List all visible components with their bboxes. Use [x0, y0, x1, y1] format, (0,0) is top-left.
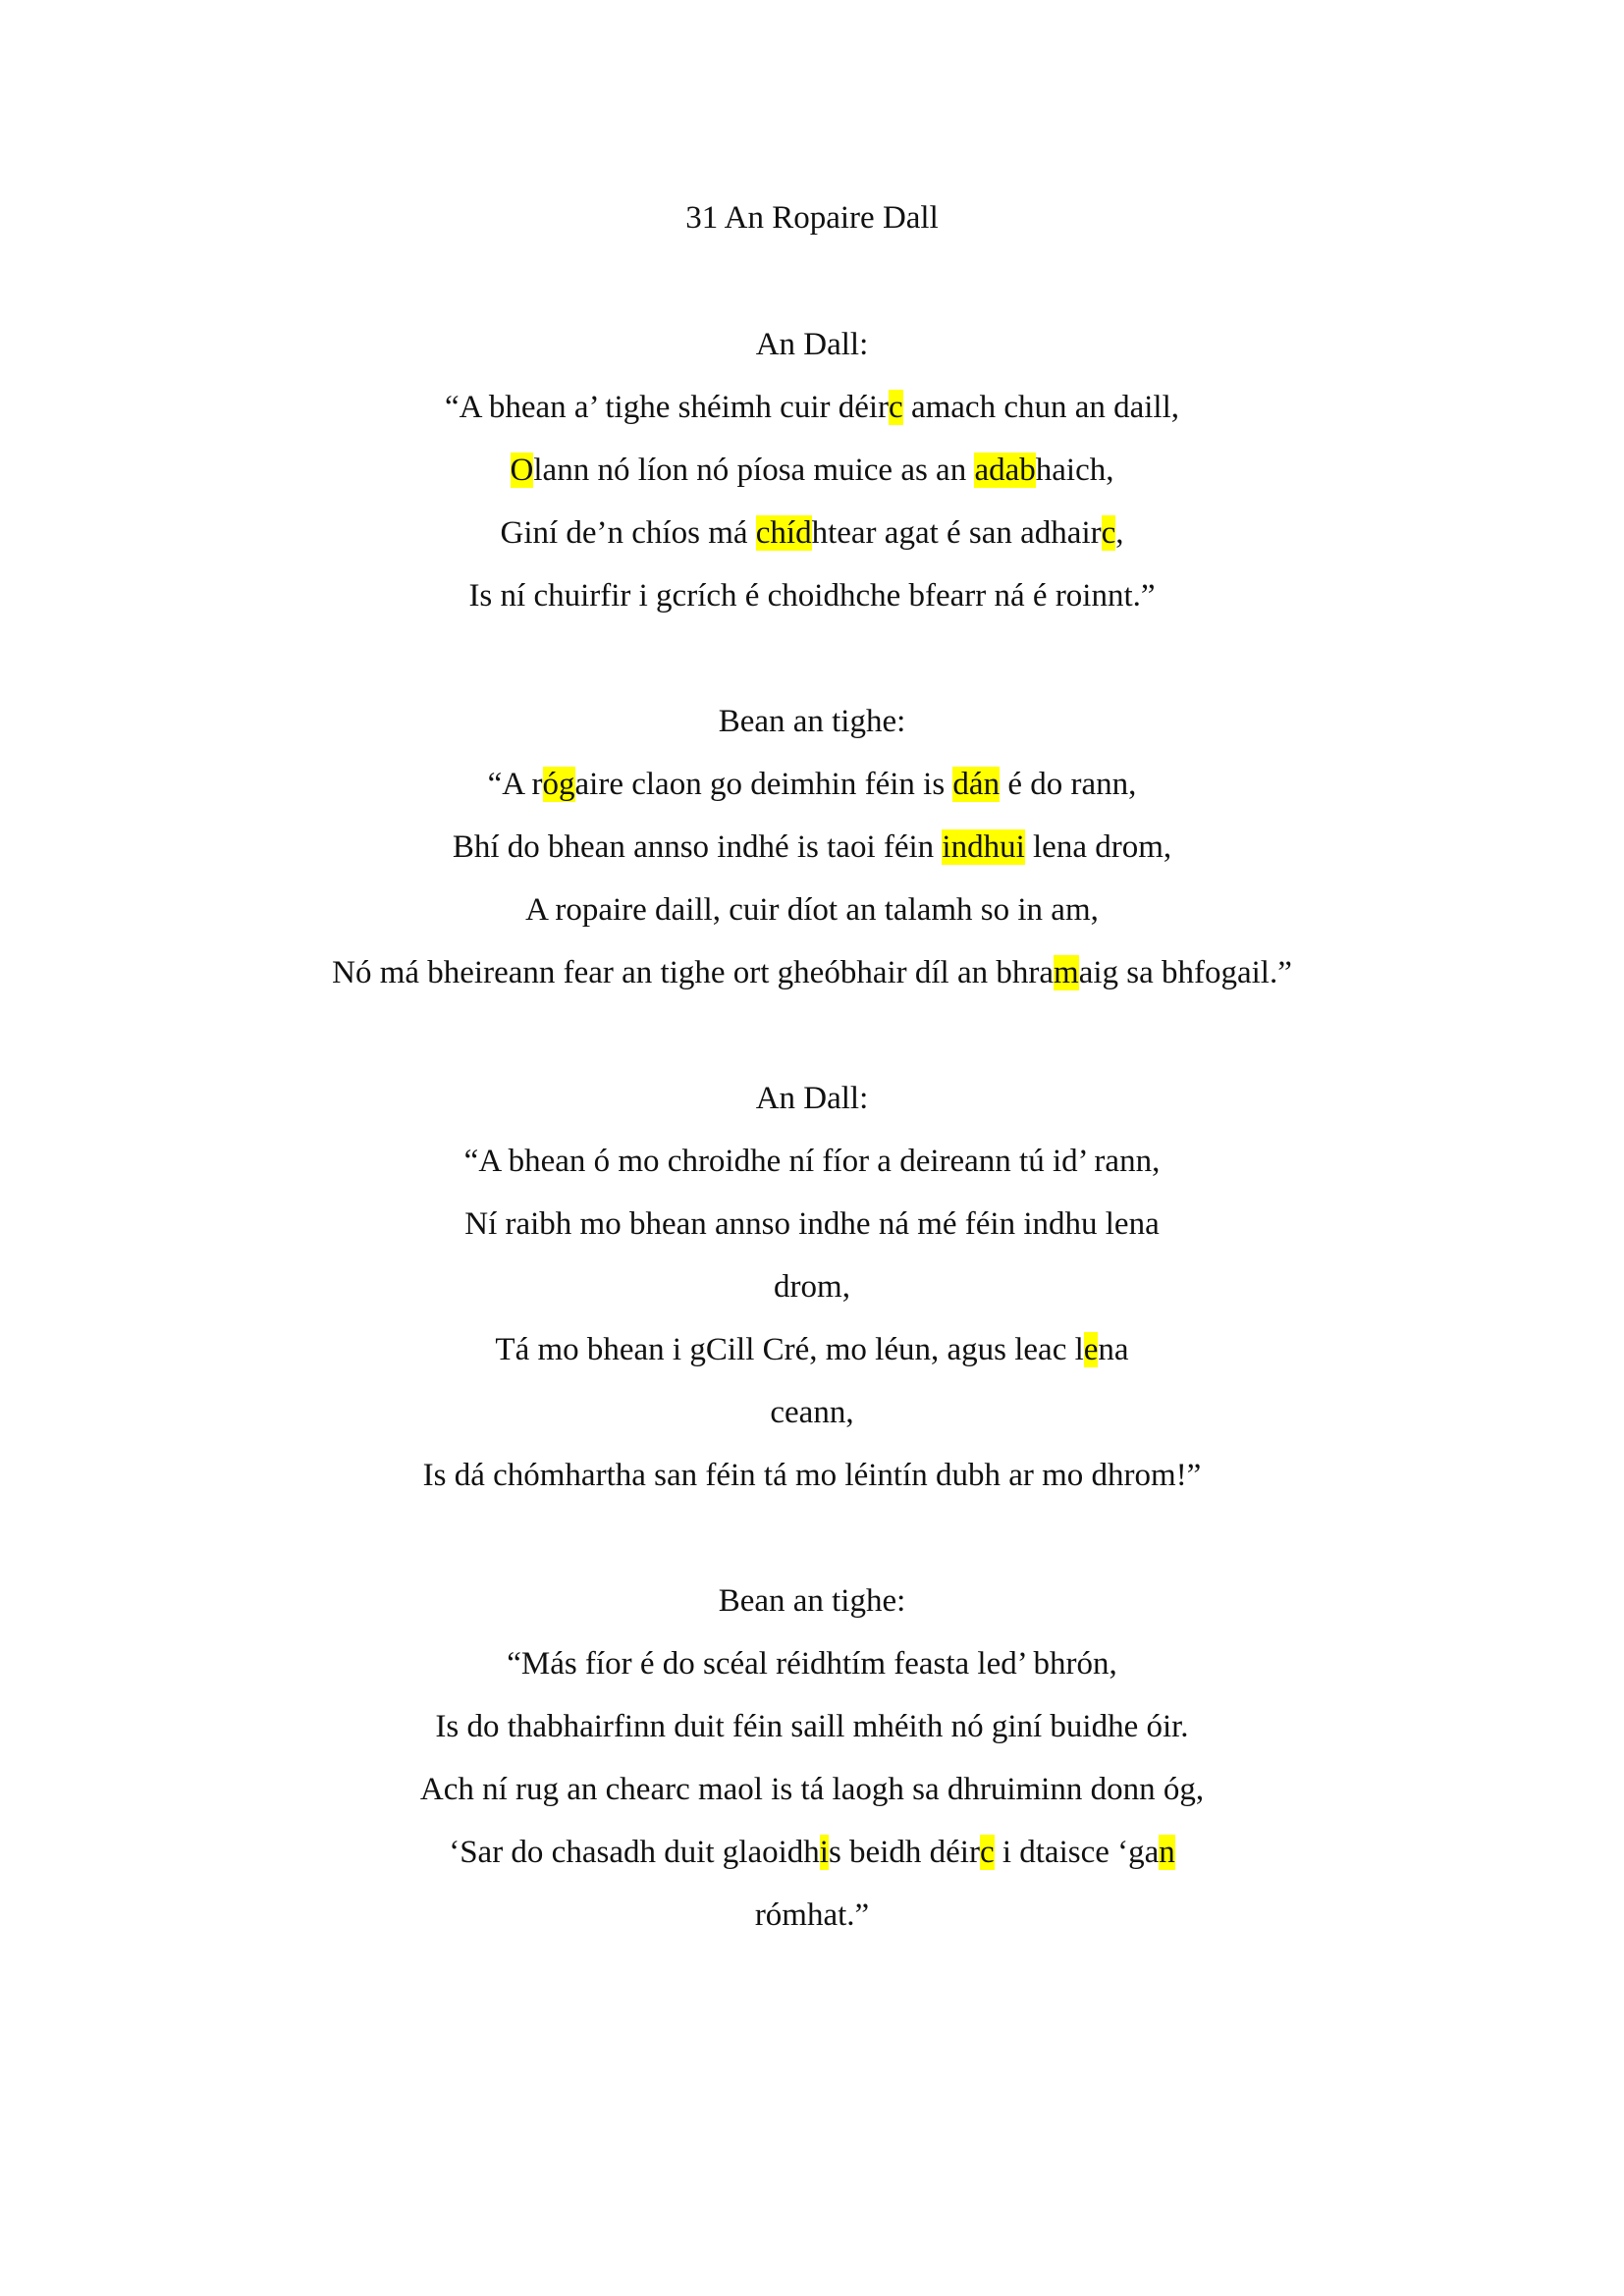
highlighted-text: óg — [542, 767, 575, 802]
highlighted-text: c — [979, 1835, 995, 1870]
line-text: ceann, — [770, 1395, 854, 1430]
poem-line — [0, 953, 1624, 992]
stanza-speaker: An Dall: — [755, 1081, 869, 1116]
poem-line — [0, 765, 1624, 804]
line-text: ‘Sar do chasadh duit glaoidh — [449, 1835, 820, 1870]
line-text: amach chun an daill, — [902, 390, 1180, 425]
poem-line — [0, 1204, 1624, 1244]
line-text: drom, — [774, 1269, 850, 1305]
line-text: rómhat.” — [754, 1897, 870, 1933]
line-text: Ní raibh mo bhean annso indhe ná mé féin indhu lena — [464, 1206, 1160, 1242]
line-text: Tá mo bhean i gCill Cré, mo léun, agus leac l — [495, 1332, 1084, 1367]
line-text: na — [1098, 1332, 1129, 1367]
line-text: lena drom, — [1024, 829, 1172, 865]
line-text: é do rann, — [1000, 767, 1137, 802]
poem-line — [0, 1267, 1624, 1307]
line-text: Giní de’n chíos má — [500, 515, 756, 551]
line-text: i dtaisce ‘ga — [994, 1835, 1160, 1870]
line-text: haich, — [1035, 453, 1114, 488]
poem-line — [0, 388, 1624, 427]
stanza-speaker: Bean an tighe: — [718, 1583, 906, 1619]
line-text: A ropaire daill, cuir díot an talamh so in am, — [525, 892, 1099, 928]
poem-line — [0, 1770, 1624, 1809]
line-text: s beidh déir — [828, 1835, 980, 1870]
poem-line — [0, 451, 1624, 490]
poem-line — [0, 1707, 1624, 1746]
highlighted-text: n — [1159, 1835, 1175, 1870]
poem-line — [0, 1330, 1624, 1369]
highlighted-text: dán — [952, 767, 1001, 802]
line-text: Bhí do bhean annso indhé is taoi féin — [452, 829, 943, 865]
poem-line — [0, 1644, 1624, 1683]
stanza-speaker: An Dall: — [755, 327, 869, 362]
line-text: , — [1115, 515, 1124, 551]
poem-line — [0, 828, 1624, 867]
highlighted-text: i — [819, 1835, 829, 1870]
highlighted-text: c — [889, 390, 903, 425]
poem-line — [0, 576, 1624, 615]
line-text: Is ní chuirfir i gcrích é choidhche bfearr ná é roinnt.” — [468, 578, 1156, 614]
line-text: “A bhean a’ tighe shéimh cuir déir — [444, 390, 890, 425]
poem-line — [0, 1833, 1624, 1872]
poem-line — [0, 513, 1624, 553]
highlighted-text: e — [1083, 1332, 1099, 1367]
poem-line — [0, 1896, 1624, 1935]
highlighted-text: O — [510, 453, 534, 488]
line-text: Is dá chómhartha san féin tá mo léintín dubh ar mo dhrom!” — [422, 1458, 1202, 1493]
line-text: aig sa bhfogail.” — [1078, 955, 1292, 990]
line-text: htear agat é san adhair — [811, 515, 1102, 551]
line-text: lann nó líon nó píosa muice as an — [533, 453, 975, 488]
stanza-speaker: Bean an tighe: — [718, 704, 906, 739]
line-text: “Más fíor é do scéal réidhtím feasta led’ bhrón, — [507, 1646, 1117, 1682]
line-text: Nó má bheireann fear an tighe ort gheóbhair díl an bhra — [332, 955, 1055, 990]
highlighted-text: m — [1054, 955, 1079, 990]
highlighted-text: c — [1101, 515, 1116, 551]
poem-title: 31 An Ropaire Dall — [685, 200, 939, 236]
line-text: “A r — [487, 767, 543, 802]
poem-line — [0, 1456, 1624, 1495]
poem-line — [0, 1393, 1624, 1432]
line-text: Ach ní rug an chearc maol is tá laogh sa dhruiminn donn óg, — [419, 1772, 1205, 1807]
highlighted-text: adab — [974, 453, 1036, 488]
poem-line — [0, 1142, 1624, 1181]
poem-line — [0, 890, 1624, 930]
highlighted-text: indhui — [942, 829, 1025, 865]
highlighted-text: chíd — [755, 515, 812, 551]
line-text: Is do thabhairfinn duit féin saill mhéith nó giní buidhe óir. — [435, 1709, 1189, 1744]
line-text: aire claon go deimhin féin is — [574, 767, 953, 802]
line-text: “A bhean ó mo chroidhe ní fíor a deireann tú id’ rann, — [463, 1144, 1161, 1179]
